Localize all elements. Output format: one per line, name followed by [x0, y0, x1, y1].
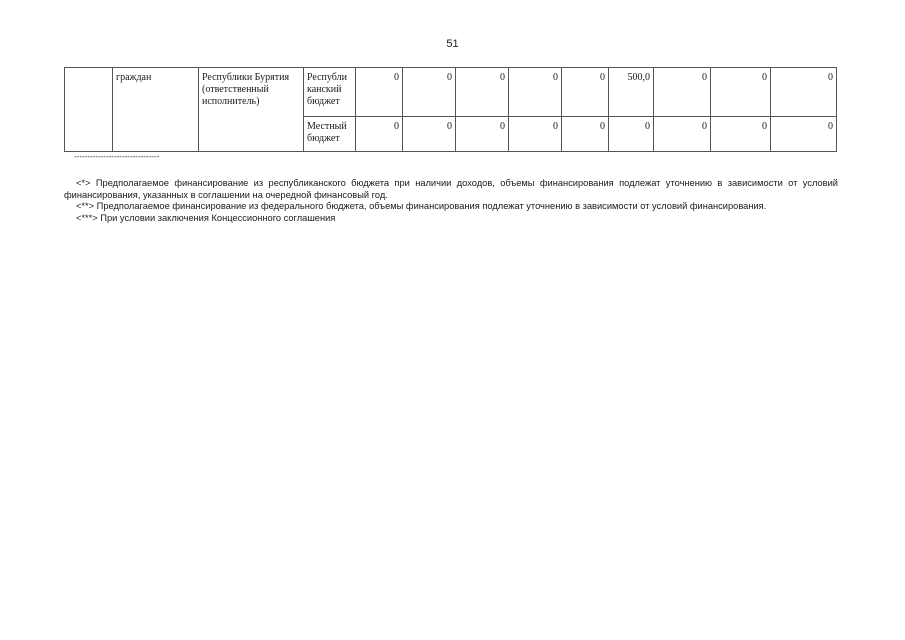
table-cell-value: 0	[403, 68, 456, 117]
table-cell-value: 0	[456, 68, 509, 117]
footnote-3: <***> При условии заключения Концессионного соглашения	[76, 212, 336, 223]
budget-table	[64, 67, 837, 152]
table-cell-value: 0	[456, 117, 509, 152]
table-cell-value: 0	[654, 117, 711, 152]
table-cell-funding-source: Республи канский бюджет	[304, 68, 356, 117]
table-cell-value: 0	[654, 68, 711, 117]
table-cell-value: 500,0	[609, 68, 654, 117]
table-cell-value: 0	[711, 68, 771, 117]
table-cell-value: 0	[356, 68, 403, 117]
table-cell-value: 0	[509, 117, 562, 152]
table-cell-value: 0	[562, 68, 609, 117]
table-cell-value: 0	[771, 117, 837, 152]
table-cell-executor: Республики Бурятия (ответственный исполнитель)	[199, 68, 304, 152]
table-row	[65, 68, 837, 117]
table-cell-value: 0	[562, 117, 609, 152]
table-cell-value: 0	[771, 68, 837, 117]
table-cell-value: 0	[711, 117, 771, 152]
table-cell-value: 0	[509, 68, 562, 117]
footnote-separator: --------------------------------	[74, 152, 160, 161]
table-cell-value: 0	[403, 117, 456, 152]
footnote-2: <**> Предполагаемое финансирование из федерального бюджета, объемы финансирования подлежат уточнению в зависимости от условий финансирования.	[76, 201, 767, 211]
table-cell-value: 0	[609, 117, 654, 152]
table-cell-measure: граждан	[113, 68, 199, 152]
page-number: 51	[446, 38, 459, 50]
table-cell-empty	[65, 68, 113, 152]
footnotes	[64, 178, 838, 224]
table-cell-value: 0	[356, 117, 403, 152]
table-cell-funding-source: Местный бюджет	[304, 117, 356, 152]
footnote-1: <*> Предполагаемое финансирование из республиканского бюджета при наличии доходов, объемы финансирования подлежат уточнению в зависимости от условий финансирования, указанных в соглашении на очередной финансовый год.	[64, 178, 838, 200]
